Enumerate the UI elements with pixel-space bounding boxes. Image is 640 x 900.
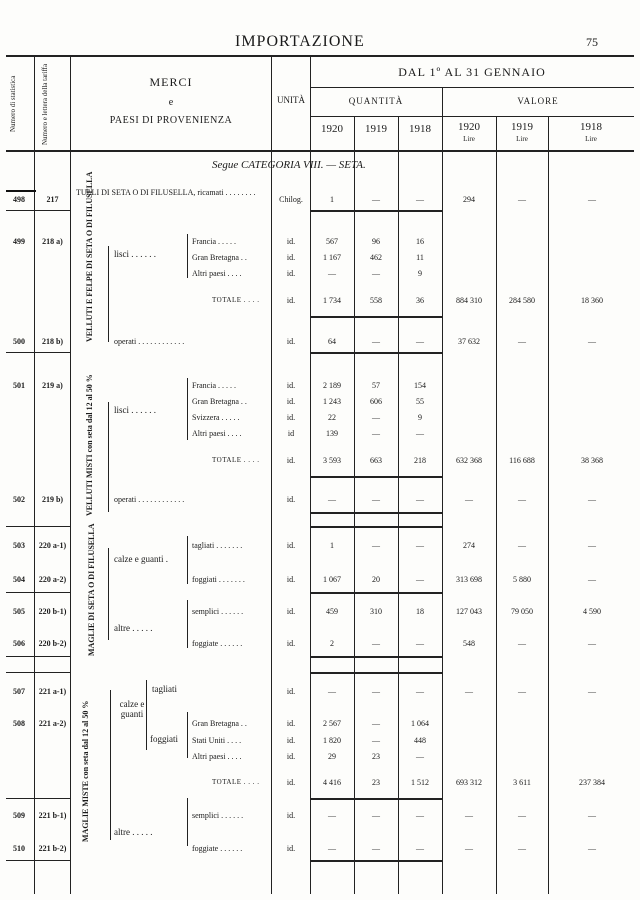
qty-1918: 218: [414, 456, 426, 465]
val-1920: —: [465, 811, 473, 820]
section-rule: [310, 512, 442, 514]
tariff-number: 220 a-2): [38, 575, 67, 584]
stat-number: 503: [13, 541, 25, 550]
sub-altre: altre . . . . .: [114, 827, 153, 837]
group-maglie-seta: MAGLIE DI SETA O DI FILUSELLA: [87, 523, 96, 656]
row-label: Francia . . . . .: [192, 237, 236, 246]
header-e: e: [168, 97, 174, 108]
qty-1918: —: [416, 687, 424, 696]
row-label: foggiate . . . . . .: [192, 844, 243, 853]
year-q-1919: 1919: [365, 123, 387, 135]
left-rule: [6, 592, 70, 593]
col-divider: [548, 116, 549, 894]
val-1920: 37 632: [458, 337, 480, 346]
unit: id: [287, 429, 295, 438]
val-1919: —: [518, 687, 526, 696]
col-divider: [34, 56, 35, 894]
col-divider: [354, 116, 355, 894]
bracket: [110, 690, 111, 840]
bracket: [108, 548, 109, 640]
qty-1919: 20: [372, 575, 380, 584]
val-1918: 18 360: [581, 296, 603, 305]
bracket: [187, 234, 188, 278]
qty-1918: 1 512: [411, 778, 429, 787]
val-1918: 38 368: [581, 456, 603, 465]
unit: id.: [286, 687, 296, 696]
qty-1920: 22: [328, 413, 336, 422]
col-divider: [271, 56, 272, 894]
section-rule: [310, 316, 442, 318]
qty-1920: 1 243: [323, 397, 341, 406]
stat-number: 498: [13, 195, 25, 204]
qty-1920: 64: [328, 337, 336, 346]
section-rule: [310, 592, 442, 594]
val-1918: —: [588, 337, 596, 346]
left-rule: [6, 526, 70, 527]
row-label: Gran Bretagna . .: [192, 719, 247, 728]
qty-1918: 18: [416, 607, 424, 616]
qty-1919: —: [372, 495, 380, 504]
qty-1918: —: [416, 639, 424, 648]
qty-1918: —: [416, 575, 424, 584]
stat-number: 506: [13, 639, 25, 648]
unit: id.: [286, 778, 296, 787]
qty-1920: 29: [328, 752, 336, 761]
val-1920: 693 312: [456, 778, 482, 787]
qty-1920: 1: [330, 195, 334, 204]
total-label: TOTALE . . . .: [212, 296, 260, 304]
val-1918: —: [588, 844, 596, 853]
row-label: Altri paesi . . . .: [192, 752, 242, 761]
qty-1919: 23: [372, 778, 380, 787]
sub-tagliati: tagliati: [152, 684, 177, 694]
stat-number: 509: [13, 811, 25, 820]
val-1920: 274: [463, 541, 475, 550]
year-q-1920: 1920: [321, 123, 343, 135]
tariff-number: 218 a): [42, 237, 63, 246]
header-bottom-rule: [6, 150, 634, 152]
qty-1918: —: [416, 495, 424, 504]
qty-1918: 11: [416, 253, 424, 262]
row-label: foggiati . . . . . . .: [192, 575, 245, 584]
unit: id.: [286, 607, 296, 616]
val-1919: 284 580: [509, 296, 535, 305]
row-label: Svizzera . . . . .: [192, 413, 240, 422]
stat-number: 505: [13, 607, 25, 616]
lire-label: Lire: [463, 135, 475, 143]
header-top-rule: [6, 55, 634, 57]
qty-1918: —: [416, 811, 424, 820]
qty-1919: —: [372, 639, 380, 648]
row-label: semplici . . . . . .: [192, 607, 244, 616]
tariff-number: 220 b-2): [38, 639, 67, 648]
qty-1920: 139: [326, 429, 338, 438]
bracket: [187, 600, 188, 648]
header-merci: MERCI: [149, 75, 193, 89]
qty-1918: 1 064: [411, 719, 429, 728]
row-label: Gran Bretagna . .: [192, 397, 247, 406]
unit: id.: [286, 639, 296, 648]
page-title: IMPORTAZIONE: [235, 33, 365, 50]
year-q-1918: 1918: [409, 123, 431, 135]
qty-1918: —: [416, 429, 424, 438]
bracket: [108, 246, 109, 342]
qty-1920: 2: [330, 639, 334, 648]
unit: Chilog.: [279, 195, 303, 204]
unit: id.: [286, 456, 296, 465]
col-divider: [442, 88, 443, 894]
qty-1919: —: [372, 811, 380, 820]
qty-1919: 23: [372, 752, 380, 761]
val-1920: 632 368: [456, 456, 482, 465]
tariff-number: 221 a-2): [38, 719, 67, 728]
qty-1920: —: [328, 687, 336, 696]
stat-number: 499: [13, 237, 25, 246]
header-period: DAL 1º AL 31 GENNAIO: [398, 65, 546, 79]
total-label: TOTALE . . . .: [212, 456, 260, 464]
bracket: [187, 378, 188, 440]
qty-1918: 154: [414, 381, 426, 390]
val-1918: —: [588, 541, 596, 550]
header-stat-number: Numero di statistica: [9, 75, 17, 133]
qty-1920: 1 167: [323, 253, 341, 262]
qty-1918: —: [416, 195, 424, 204]
year-v-1920: 1920: [458, 121, 480, 133]
year-v-1919: 1919: [511, 121, 533, 133]
year-v-1918: 1918: [580, 121, 602, 133]
qty-1920: 3 593: [323, 456, 341, 465]
unit: id.: [286, 752, 296, 761]
row-rule: [6, 190, 36, 192]
left-rule: [6, 656, 70, 657]
unit: id.: [286, 381, 296, 390]
qty-1920: 1 067: [323, 575, 341, 584]
section-rule: [310, 798, 442, 800]
stat-number: 501: [13, 381, 25, 390]
sub-lisci: lisci . . . . . .: [114, 405, 156, 415]
section-rule: [310, 526, 442, 528]
stat-number: 502: [13, 495, 25, 504]
qty-1919: 606: [370, 397, 382, 406]
qty-1919: —: [372, 413, 380, 422]
val-1918: —: [588, 575, 596, 584]
left-rule: [6, 672, 70, 673]
val-1919: 3 611: [513, 778, 531, 787]
unit: id.: [286, 719, 296, 728]
qty-1920: —: [328, 811, 336, 820]
row-label: operati . . . . . . . . . . . .: [114, 495, 185, 504]
val-1918: 237 384: [579, 778, 605, 787]
group-maglie-miste: MAGLIE MISTE con seta dal 12 al 50 %: [81, 700, 90, 842]
unit: id.: [286, 575, 296, 584]
val-1920: 127 043: [456, 607, 482, 616]
row-label: semplici . . . . . .: [192, 811, 244, 820]
header-tariff-number: Numero e lettera della tariffa: [41, 63, 49, 145]
sub-calze-guanti: calze e guanti: [119, 699, 145, 719]
header-paesi: PAESI DI PROVENIENZA: [109, 115, 233, 126]
val-1918: —: [588, 195, 596, 204]
qty-1918: 55: [416, 397, 424, 406]
subheader-rule: [310, 116, 634, 117]
qty-1918: —: [416, 844, 424, 853]
qty-1920: 2 567: [323, 719, 341, 728]
qty-1919: 462: [370, 253, 382, 262]
qty-1919: —: [372, 844, 380, 853]
total-label: TOTALE . . . .: [212, 778, 260, 786]
qty-1920: 2 189: [323, 381, 341, 390]
row-label: foggiate . . . . . .: [192, 639, 243, 648]
qty-1919: 57: [372, 381, 380, 390]
qty-1919: 96: [372, 237, 380, 246]
val-1919: —: [518, 495, 526, 504]
section-rule: [310, 210, 442, 212]
qty-1918: 36: [416, 296, 424, 305]
section-rule: [310, 476, 442, 478]
category-heading: Segue CATEGORIA VIII. — SETA.: [212, 159, 366, 171]
unit: id.: [286, 237, 296, 246]
val-1920: —: [465, 495, 473, 504]
stat-number: 510: [13, 844, 25, 853]
val-1919: —: [518, 844, 526, 853]
unit: id.: [286, 844, 296, 853]
unit: id.: [286, 337, 296, 346]
qty-1919: —: [372, 269, 380, 278]
val-1919: —: [518, 337, 526, 346]
row-label: Altri paesi . . . .: [192, 429, 242, 438]
lire-label: Lire: [516, 135, 528, 143]
qty-1920: —: [328, 269, 336, 278]
section-rule: [310, 672, 442, 674]
qty-1919: 663: [370, 456, 382, 465]
col-divider: [398, 116, 399, 894]
stat-number: 504: [13, 575, 25, 584]
unit: id.: [286, 811, 296, 820]
qty-1920: 1: [330, 541, 334, 550]
tariff-number: 221 b-2): [38, 844, 67, 853]
tariff-number: 221 a-1): [38, 687, 67, 696]
qty-1920: 1 820: [323, 736, 341, 745]
bracket: [108, 402, 109, 512]
row-label: Francia . . . . .: [192, 381, 236, 390]
qty-1919: —: [372, 736, 380, 745]
bracket: [187, 798, 188, 846]
bracket: [187, 712, 188, 758]
row-label: Altri paesi . . . .: [192, 269, 242, 278]
qty-1919: —: [372, 337, 380, 346]
sub-foggiati: foggiati: [150, 734, 178, 744]
row-label: operati . . . . . . . . . . . .: [114, 337, 185, 346]
qty-1918: —: [416, 541, 424, 550]
unit: id.: [286, 736, 296, 745]
qty-1920: 4 416: [323, 778, 341, 787]
qty-1920: 459: [326, 607, 338, 616]
qty-1918: —: [416, 337, 424, 346]
qty-1919: 310: [370, 607, 382, 616]
tariff-number: 220 b-1): [38, 607, 67, 616]
qty-1918: —: [416, 752, 424, 761]
stat-number: 507: [13, 687, 25, 696]
header-quantita: QUANTITÀ: [348, 96, 404, 106]
row-label: Stati Uniti . . . .: [192, 736, 242, 745]
val-1919: —: [518, 639, 526, 648]
val-1918: —: [588, 811, 596, 820]
col-divider: [496, 116, 497, 894]
unit: id.: [286, 541, 296, 550]
unit: id.: [286, 495, 296, 504]
page-number: 75: [586, 35, 598, 49]
qty-1919: —: [372, 687, 380, 696]
section-rule: [310, 656, 442, 658]
val-1918: —: [588, 687, 596, 696]
sub-altre: altre . . . . .: [114, 623, 153, 633]
row-label: Gran Bretagna . .: [192, 253, 247, 262]
stat-number: 508: [13, 719, 25, 728]
qty-1919: —: [372, 541, 380, 550]
qty-1919: —: [372, 719, 380, 728]
unit: id.: [286, 253, 296, 262]
qty-1918: 9: [418, 269, 422, 278]
tariff-number: 217: [46, 195, 59, 204]
qty-1919: 558: [370, 296, 382, 305]
section-rule: [310, 860, 442, 862]
tariff-number: 219 a): [42, 381, 63, 390]
tariff-number: 218 b): [41, 337, 64, 346]
unit: id.: [286, 296, 296, 305]
bracket: [187, 536, 188, 584]
unit: id.: [286, 397, 296, 406]
row-label: tagliati . . . . . . .: [192, 541, 243, 550]
period-rule: [310, 87, 634, 88]
qty-1918: 16: [416, 237, 424, 246]
qty-1920: 567: [326, 237, 338, 246]
unit: id.: [286, 269, 296, 278]
sub-calze-guanti: calze e guanti .: [114, 554, 168, 564]
val-1919: —: [518, 541, 526, 550]
header-valore: VALORE: [517, 96, 559, 106]
qty-1920: —: [328, 844, 336, 853]
col-divider: [310, 56, 311, 894]
left-rule: [6, 352, 70, 353]
left-rule: [6, 210, 70, 211]
qty-1918: 448: [414, 736, 426, 745]
tariff-number: 220 a-1): [38, 541, 67, 550]
header-unita: UNITÀ: [277, 95, 305, 105]
qty-1920: —: [328, 495, 336, 504]
val-1918: —: [588, 639, 596, 648]
qty-1919: —: [372, 429, 380, 438]
val-1919: —: [518, 811, 526, 820]
group-velluti-felpe: VELLUTI E FELPE DI SETA O DI FILUSELLA: [85, 171, 94, 342]
left-rule: [6, 798, 70, 799]
lire-label: Lire: [585, 135, 597, 143]
group-velluti-misti: VELLUTI MISTI con seta dal 12 al 50 %: [85, 374, 94, 516]
qty-1918: 9: [418, 413, 422, 422]
section-rule: [310, 352, 442, 354]
qty-1919: —: [372, 195, 380, 204]
bracket: [146, 680, 147, 750]
val-1919: —: [518, 195, 526, 204]
val-1919: 5 880: [513, 575, 531, 584]
val-1918: 4 590: [583, 607, 601, 616]
val-1920: —: [465, 844, 473, 853]
left-rule: [6, 860, 70, 861]
tariff-number: 221 b-1): [38, 811, 67, 820]
val-1918: —: [588, 495, 596, 504]
qty-1920: 1 734: [323, 296, 341, 305]
row-label: TULLI DI SETA O DI FILUSELLA, ricamati . . . . . . . .: [76, 188, 256, 197]
col-divider: [70, 56, 71, 894]
val-1919: 79 050: [511, 607, 533, 616]
unit: id.: [286, 413, 296, 422]
val-1920: 313 698: [456, 575, 482, 584]
sub-lisci: lisci . . . . . .: [114, 249, 156, 259]
val-1919: 116 688: [509, 456, 535, 465]
val-1920: —: [465, 687, 473, 696]
val-1920: 884 310: [456, 296, 482, 305]
tariff-number: 219 b): [41, 495, 64, 504]
stat-number: 500: [13, 337, 25, 346]
val-1920: 294: [463, 195, 475, 204]
val-1920: 548: [463, 639, 475, 648]
